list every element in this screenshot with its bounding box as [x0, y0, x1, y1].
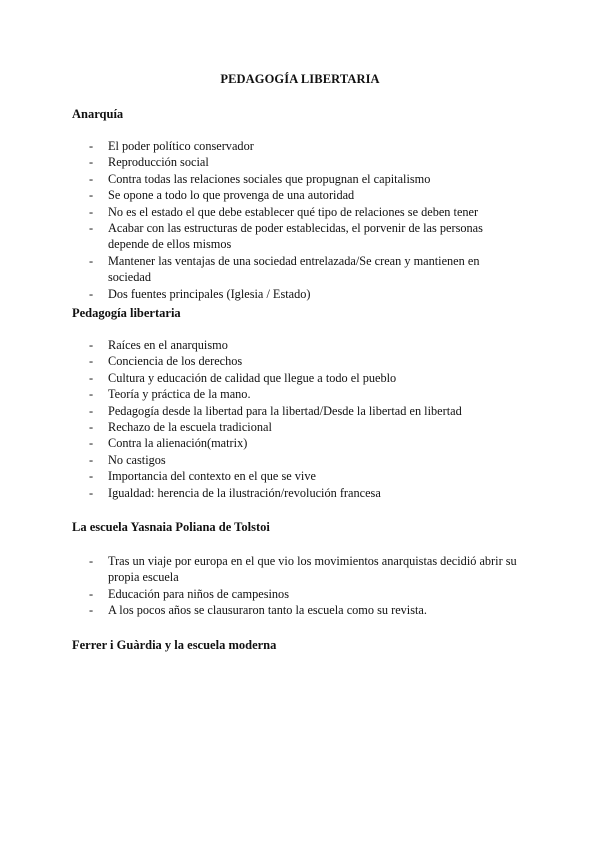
bullet-dash: -: [89, 420, 94, 435]
page-title: PEDAGOGÍA LIBERTARIA: [220, 72, 380, 86]
bullet-dash: -: [89, 253, 94, 268]
bullet-dash: -: [89, 139, 94, 153]
section-heading-yasnaia-poliana: La escuela Yasnaia Poliana de Tolstoi: [72, 520, 270, 534]
bullet-dash: -: [89, 188, 94, 203]
bullet-dash: -: [89, 338, 94, 352]
list-item: - No es el estado el que debe establecer qué tipo de relaciones se deben tener: [89, 204, 479, 219]
list-item: - Tras un viaje por europa en el que vio los movimientos anarquistas decidió abrir su propia escuela: [89, 554, 517, 585]
list-item: - Contra la alienación(matrix): [89, 436, 248, 451]
list-item: - A los pocos años se clausuraron tanto la escuela como su revista.: [89, 603, 427, 618]
bullet-dash: -: [89, 554, 94, 568]
list-item: - Contra todas las relaciones sociales que propugnan el capitalismo: [89, 171, 431, 186]
list-item: - Educación para niños de campesinos: [89, 586, 289, 601]
list-item: - Se opone a todo lo que provenga de una autoridad: [89, 188, 355, 203]
list-pedagogia-libertaria: [0, 337, 600, 501]
bullet-dash: -: [89, 387, 94, 402]
bullet-dash: -: [89, 603, 94, 618]
bullet-dash: -: [89, 452, 94, 467]
bullet-dash: -: [89, 403, 94, 418]
bullet-dash: -: [89, 286, 94, 301]
list-item: - Teoría y práctica de la mano.: [89, 387, 251, 402]
list-item: - Pedagogía desde la libertad para la libertad/Desde la libertad en libertad: [89, 403, 462, 418]
list-item: - Raíces en el anarquismo: [89, 338, 228, 352]
list-item: - Conciencia de los derechos: [89, 354, 243, 369]
section-heading-ferrer-i-guardia: Ferrer i Guàrdia y la escuela moderna: [72, 638, 277, 652]
list-yasnaia-poliana: [0, 553, 600, 619]
bullet-dash: -: [89, 436, 94, 451]
list-item: - Dos fuentes principales (Iglesia / Estado): [89, 286, 311, 301]
list-item: - Acabar con las estructuras de poder establecidas, el porvenir de las personas depende de ellos mismos: [89, 221, 483, 252]
bullet-dash: -: [89, 204, 94, 219]
bullet-dash: -: [89, 171, 94, 186]
list-item: - Importancia del contexto en el que se vive: [89, 469, 316, 484]
bullet-dash: -: [89, 155, 94, 170]
list-item: - No castigos: [89, 452, 166, 467]
bullet-dash: -: [89, 485, 94, 500]
bullet-dash: -: [89, 370, 94, 385]
list-item: - Rechazo de la escuela tradicional: [89, 420, 272, 435]
list-item: - Igualdad: herencia de la ilustración/revolución francesa: [89, 485, 381, 500]
list-item: - Mantener las ventajas de una sociedad entrelazada/Se crean y mantienen en sociedad: [89, 253, 480, 285]
bullet-dash: -: [89, 354, 94, 369]
section-heading-anarquia: Anarquía: [72, 107, 124, 121]
list-item: - El poder político conservador: [89, 139, 254, 153]
bullet-dash: -: [89, 221, 94, 236]
bullet-dash: -: [89, 586, 94, 601]
section-heading-pedagogia-libertaria: Pedagogía libertaria: [72, 306, 181, 320]
list-item: - Cultura y educación de calidad que llegue a todo el pueblo: [89, 370, 397, 385]
bullet-dash: -: [89, 469, 94, 484]
list-item: - Reproducción social: [89, 155, 209, 170]
list-anarquia: [0, 138, 600, 302]
